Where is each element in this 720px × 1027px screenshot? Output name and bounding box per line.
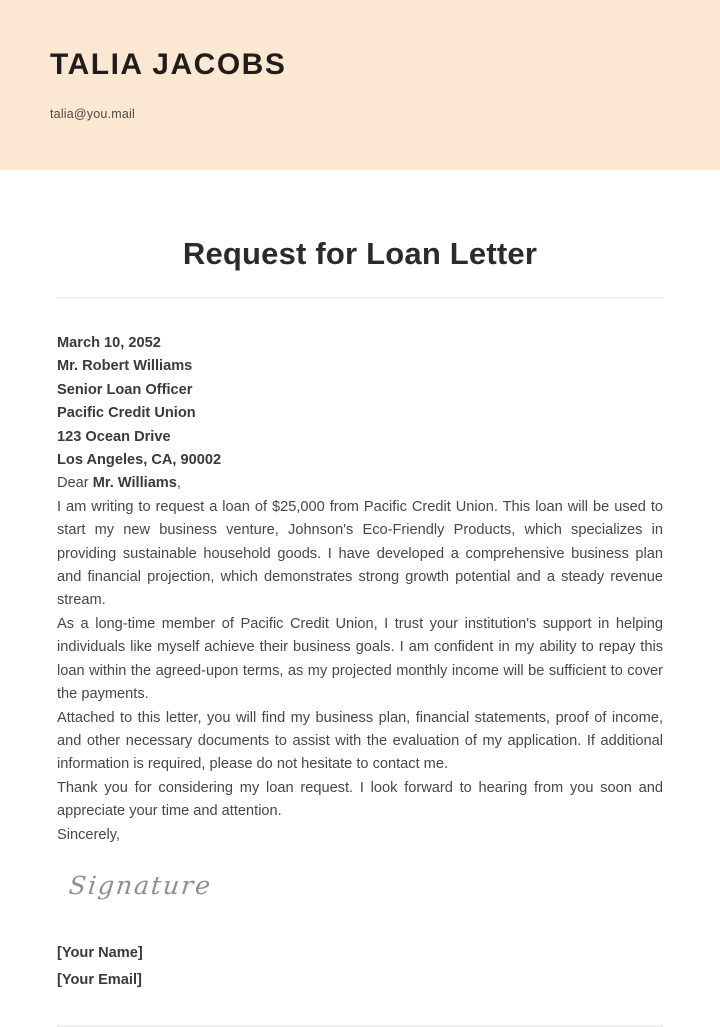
salutation	[57, 472, 663, 495]
signature-script: Signature	[67, 870, 214, 900]
placeholder-block	[57, 940, 663, 995]
salutation-suffix: ,	[176, 475, 181, 492]
placeholder-your-name: [Your Name]	[57, 944, 143, 961]
recipient-street: 123 Ocean Drive	[57, 428, 171, 445]
placeholder-your-email: [Your Email]	[57, 972, 142, 989]
letter-body	[57, 332, 663, 847]
closing-line: Sincerely,	[57, 826, 120, 843]
recipient-title: Senior Loan Officer	[57, 381, 193, 398]
paragraph-membership: As a long-time member of Pacific Credit Union, I trust your institution's support in helping individuals like myself achieve their business goals. I am confident in my ability to repay this loan within the agreed-upon terms, as my projected monthly income will be sufficient to cover the payments.	[57, 615, 663, 703]
recipient-organization: Pacific Credit Union	[57, 405, 196, 422]
letter-date: March 10, 2052	[57, 335, 161, 351]
page-title: Request for Loan Letter	[182, 236, 538, 271]
recipient-city: Los Angeles, CA, 90002	[57, 452, 222, 469]
person-name: TALIA JACOBS	[50, 48, 287, 81]
paragraph-thanks: Thank you for considering my loan request. I look forward to hearing from you soon and appreciate your time and attention.	[57, 779, 663, 820]
header-band	[0, 0, 720, 170]
salutation-prefix: Dear	[57, 475, 93, 492]
person-email: talia@you.mail	[50, 107, 135, 121]
salutation-name: Mr. Williams	[92, 475, 177, 492]
paragraph-loan-request: I am writing to request a loan of $25,000 from Pacific Credit Union. This loan will be used to start my new business venture, Johnson's Eco-Friendly Products, which specializes in providing sustainable household goods. I have developed a comprehensive business plan and financial projection, which demonstrates strong growth potential and a steady revenue stream.	[57, 498, 663, 609]
recipient-name: Mr. Robert Williams	[57, 358, 193, 375]
letter-content	[0, 236, 720, 1027]
paragraph-attachments: Attached to this letter, you will find my business plan, financial statements, proof of income, and other necessary documents to assist with the evaluation of my application. If additional information is required, please do not hesitate to contact me.	[57, 709, 663, 773]
title-divider	[57, 297, 663, 299]
